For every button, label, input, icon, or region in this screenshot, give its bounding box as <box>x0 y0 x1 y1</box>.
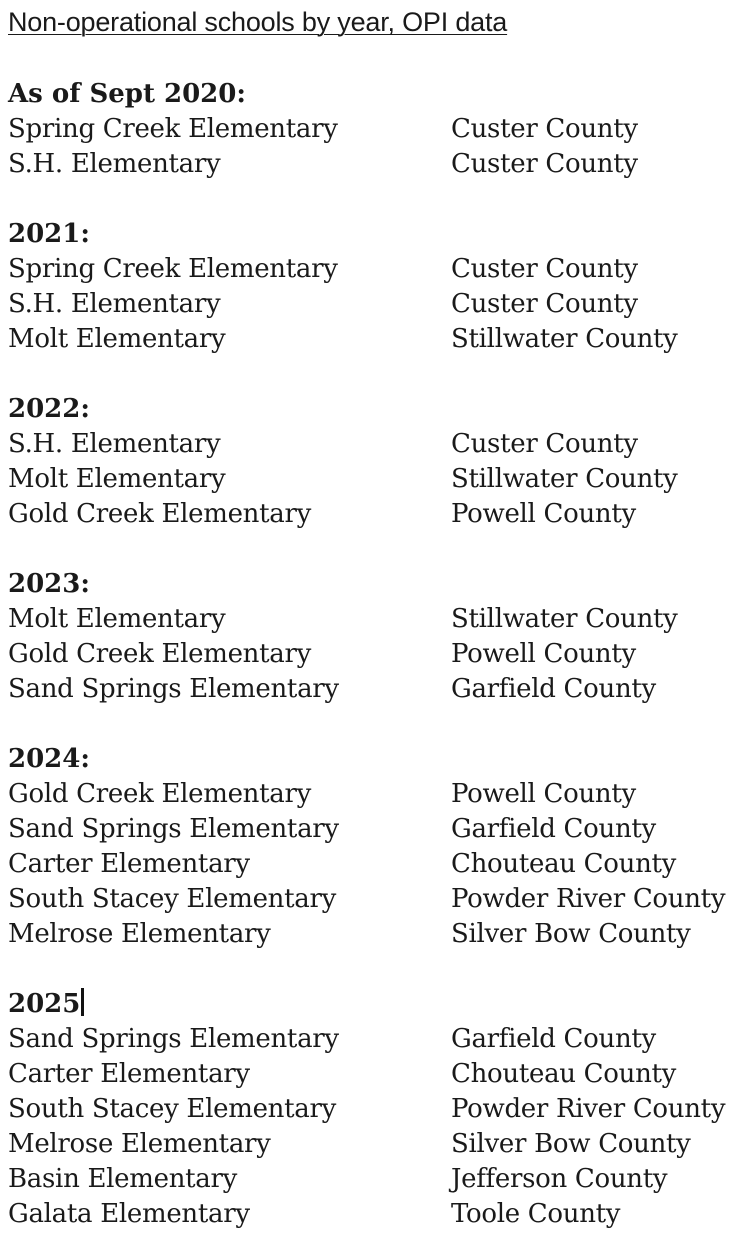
school-row <box>8 322 748 357</box>
school-row <box>8 147 748 182</box>
school-name: Spring Creek Elementary <box>8 254 338 284</box>
school-row <box>8 112 748 147</box>
section-sept-2020 <box>8 77 748 182</box>
county-name: Stillwater County <box>451 464 678 494</box>
county-name: Powder River County <box>451 884 726 914</box>
school-row <box>8 1127 748 1162</box>
section-2024 <box>8 742 748 952</box>
school-name: Galata Elementary <box>8 1199 250 1229</box>
county-name: Powell County <box>451 779 636 809</box>
county-name: Chouteau County <box>451 1059 677 1089</box>
document-title: Non-operational schools by year, OPI data <box>8 7 508 37</box>
county-name: Stillwater County <box>451 324 678 354</box>
school-name: S.H. Elementary <box>8 149 221 179</box>
school-row <box>8 812 748 847</box>
county-name: Custer County <box>451 149 638 179</box>
section-heading: 2023: <box>8 569 90 599</box>
school-name: Sand Springs Elementary <box>8 1024 339 1054</box>
school-name: Sand Springs Elementary <box>8 674 339 704</box>
section-2023 <box>8 567 748 707</box>
school-name: Melrose Elementary <box>8 919 271 949</box>
school-name: South Stacey Elementary <box>8 884 336 914</box>
county-name: Stillwater County <box>451 604 678 634</box>
school-row <box>8 777 748 812</box>
county-name: Powell County <box>451 499 636 529</box>
county-name: Powder River County <box>451 1094 726 1124</box>
section-heading: 2022: <box>8 394 90 424</box>
school-row <box>8 1057 748 1092</box>
section-heading <box>8 987 748 1022</box>
school-row <box>8 462 748 497</box>
school-row <box>8 1092 748 1127</box>
school-name: S.H. Elementary <box>8 289 221 319</box>
school-name: Spring Creek Elementary <box>8 114 338 144</box>
school-row <box>8 1162 748 1197</box>
school-row <box>8 497 748 532</box>
section-heading: 2021: <box>8 219 90 249</box>
county-name: Powell County <box>451 639 636 669</box>
section-heading-text: 2025 <box>8 989 81 1019</box>
school-name: S.H. Elementary <box>8 429 221 459</box>
school-row <box>8 917 748 952</box>
county-name: Garfield County <box>451 814 656 844</box>
section-2021 <box>8 217 748 357</box>
county-name: Silver Bow County <box>451 919 691 949</box>
school-row <box>8 672 748 707</box>
county-name: Custer County <box>451 114 638 144</box>
school-row <box>8 882 748 917</box>
county-name: Chouteau County <box>451 849 677 879</box>
county-name: Garfield County <box>451 674 656 704</box>
county-name: Garfield County <box>451 1024 656 1054</box>
document-body[interactable] <box>8 2 748 1232</box>
school-row <box>8 602 748 637</box>
school-name: Gold Creek Elementary <box>8 499 311 529</box>
county-name: Jefferson County <box>451 1164 668 1194</box>
text-cursor <box>81 988 84 1016</box>
section-2022 <box>8 392 748 532</box>
section-heading: As of Sept 2020: <box>8 79 246 109</box>
county-name: Silver Bow County <box>451 1129 691 1159</box>
school-name: Carter Elementary <box>8 849 250 879</box>
school-name: Gold Creek Elementary <box>8 639 311 669</box>
school-name: Molt Elementary <box>8 324 226 354</box>
section-2025 <box>8 987 748 1232</box>
county-name: Custer County <box>451 429 638 459</box>
school-row <box>8 847 748 882</box>
school-name: Sand Springs Elementary <box>8 814 339 844</box>
school-name: Basin Elementary <box>8 1164 238 1194</box>
county-name: Custer County <box>451 254 638 284</box>
school-row <box>8 427 748 462</box>
school-name: Carter Elementary <box>8 1059 250 1089</box>
county-name: Custer County <box>451 289 638 319</box>
school-row <box>8 1022 748 1057</box>
county-name: Toole County <box>451 1199 621 1229</box>
school-name: Gold Creek Elementary <box>8 779 311 809</box>
school-row <box>8 1197 748 1232</box>
school-name: Molt Elementary <box>8 604 226 634</box>
school-row <box>8 287 748 322</box>
school-name: South Stacey Elementary <box>8 1094 336 1124</box>
section-heading: 2024: <box>8 744 90 774</box>
school-row <box>8 637 748 672</box>
school-row <box>8 252 748 287</box>
school-name: Melrose Elementary <box>8 1129 271 1159</box>
school-name: Molt Elementary <box>8 464 226 494</box>
